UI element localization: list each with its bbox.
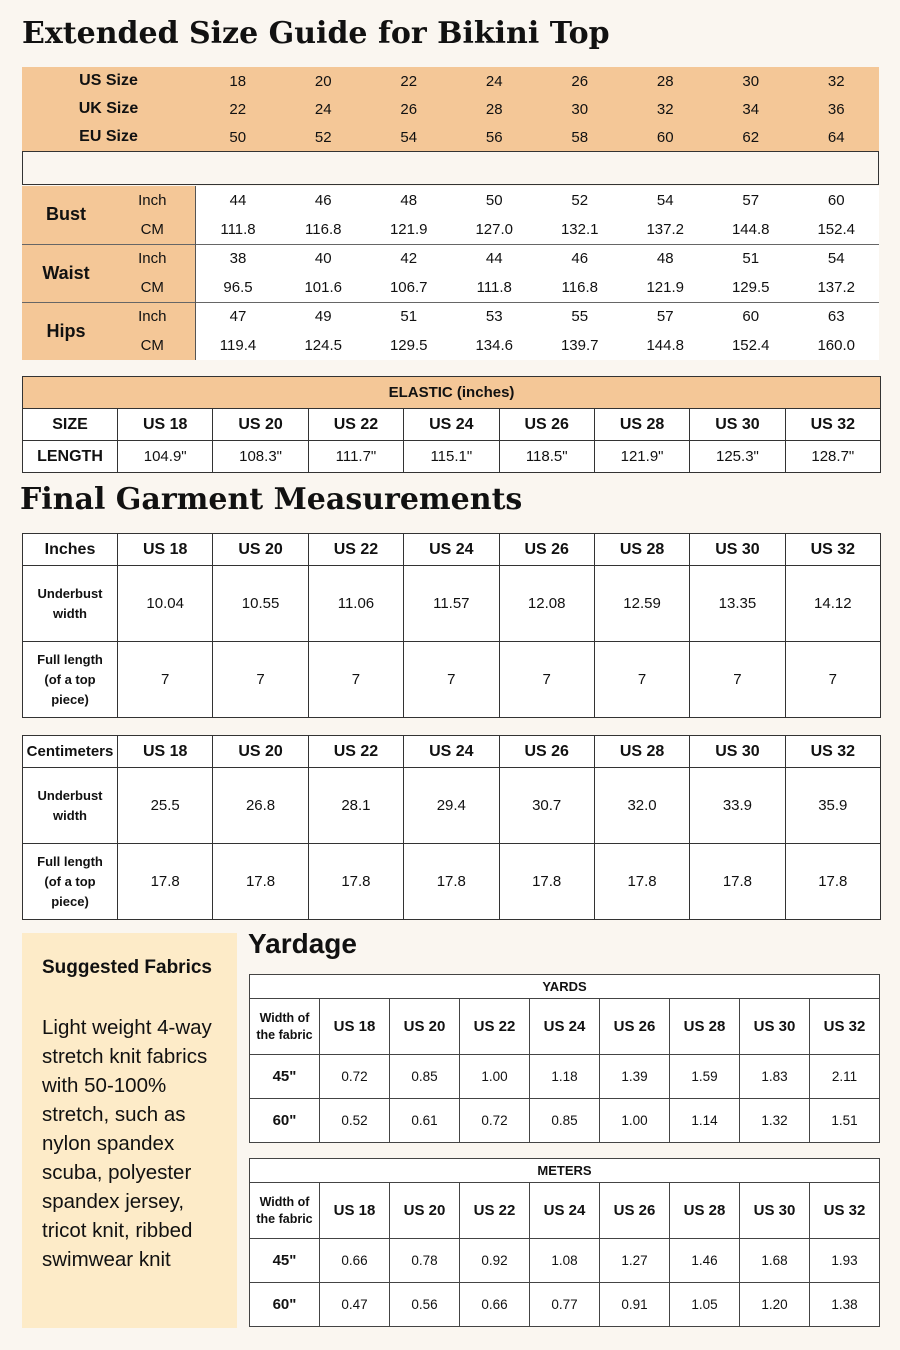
table-row bbox=[23, 768, 881, 844]
table-cell: 17.8 bbox=[594, 844, 689, 920]
table-cell: 1.18 bbox=[530, 1055, 600, 1099]
table-cell: 12.08 bbox=[499, 566, 594, 642]
row-label: SIZE bbox=[23, 409, 118, 441]
table-cell: 17.8 bbox=[118, 844, 213, 920]
measurement-name: Waist bbox=[22, 244, 110, 302]
table-cell: 1.46 bbox=[670, 1239, 740, 1283]
table-cell: 104.9" bbox=[118, 441, 213, 473]
table-row bbox=[22, 215, 879, 244]
column-header: US 32 bbox=[810, 1183, 880, 1239]
table-cell: 60 bbox=[708, 302, 794, 331]
garment-inches-table bbox=[22, 533, 881, 718]
yardage-yards-table bbox=[249, 974, 880, 1143]
row-label: Full length (of a top piece) bbox=[23, 844, 118, 920]
table-cell: 124.5 bbox=[281, 331, 367, 360]
table-cell: 25.5 bbox=[118, 768, 213, 844]
table-row bbox=[23, 534, 881, 566]
table-row bbox=[22, 95, 879, 123]
unit-label: CM bbox=[110, 273, 195, 302]
table-cell: 46 bbox=[281, 186, 367, 215]
column-header: US 28 bbox=[594, 736, 689, 768]
table-cell: 34 bbox=[742, 100, 760, 118]
row-label: 45" bbox=[250, 1055, 320, 1099]
yardage-title: Yardage bbox=[248, 928, 357, 959]
row-label: Full length (of a top piece) bbox=[23, 642, 118, 718]
fabrics-title: Suggested Fabrics bbox=[42, 957, 212, 978]
column-header: US 30 bbox=[690, 409, 785, 441]
table-row bbox=[22, 67, 879, 95]
table-cell: 119.4 bbox=[195, 331, 281, 360]
row-label: Width of the fabric bbox=[250, 999, 320, 1055]
table-cell: 64 bbox=[827, 128, 845, 146]
table-cell: 56 bbox=[485, 128, 503, 146]
table-row bbox=[250, 1283, 880, 1327]
table-cell: 10.55 bbox=[213, 566, 308, 642]
column-header: US 18 bbox=[320, 1183, 390, 1239]
table-row bbox=[23, 844, 881, 920]
table-cell: 1.14 bbox=[670, 1099, 740, 1143]
column-header: US 22 bbox=[308, 534, 403, 566]
column-header: US 18 bbox=[320, 999, 390, 1055]
table-cell: 18 bbox=[229, 72, 247, 90]
fabrics-description: Light weight 4-way stretch knit fabrics with 50-100% stretch, such as nylon spandex scuba, polyester spandex jersey, tricot knit, ribbed swimwear knit bbox=[42, 1016, 212, 1271]
column-header: US 32 bbox=[785, 409, 880, 441]
row-label: EU Size bbox=[79, 128, 138, 145]
table-cell: 1.08 bbox=[530, 1239, 600, 1283]
table-cell: 60 bbox=[794, 186, 880, 215]
table-row bbox=[23, 736, 881, 768]
table-cell: 24 bbox=[485, 72, 503, 90]
table-cell: 55 bbox=[537, 302, 623, 331]
table-cell: 152.4 bbox=[794, 215, 880, 244]
table-row bbox=[22, 302, 879, 331]
table-cell: 35.9 bbox=[785, 768, 880, 844]
table-row bbox=[22, 331, 879, 360]
table-cell: 0.72 bbox=[320, 1055, 390, 1099]
table-cell: 63 bbox=[794, 302, 880, 331]
table-cell: 40 bbox=[281, 244, 367, 273]
table-cell: 17.8 bbox=[213, 844, 308, 920]
table-cell: 121.9" bbox=[594, 441, 689, 473]
table-cell: 101.6 bbox=[281, 273, 367, 302]
column-header: US 22 bbox=[460, 999, 530, 1055]
table-cell: 128.7" bbox=[785, 441, 880, 473]
table-cell: 33.9 bbox=[690, 768, 785, 844]
table-cell: 17.8 bbox=[499, 844, 594, 920]
table-cell: 32.0 bbox=[594, 768, 689, 844]
row-label: Underbust width bbox=[23, 768, 118, 844]
table-cell: 49 bbox=[281, 302, 367, 331]
elastic-table bbox=[22, 376, 881, 473]
column-header: US 18 bbox=[118, 736, 213, 768]
table-cell: 54 bbox=[794, 244, 880, 273]
table-cell: 44 bbox=[195, 186, 281, 215]
column-header: US 28 bbox=[594, 534, 689, 566]
table-cell: 7 bbox=[213, 642, 308, 718]
column-header: US 30 bbox=[690, 736, 785, 768]
table-cell: 121.9 bbox=[366, 215, 452, 244]
column-header: US 24 bbox=[404, 736, 499, 768]
table-cell: 132.1 bbox=[537, 215, 623, 244]
table-cell: 0.77 bbox=[530, 1283, 600, 1327]
section-title: Final Garment Measurements bbox=[20, 482, 523, 517]
page-title: Extended Size Guide for Bikini Top bbox=[22, 16, 610, 51]
column-header: US 24 bbox=[530, 999, 600, 1055]
table-cell: 38 bbox=[195, 244, 281, 273]
table-cell: 137.2 bbox=[794, 273, 880, 302]
table-row bbox=[23, 409, 881, 441]
table-cell: 1.00 bbox=[460, 1055, 530, 1099]
column-header: US 20 bbox=[213, 534, 308, 566]
suggested-fabrics-box bbox=[22, 933, 237, 1328]
table-cell: 22 bbox=[400, 72, 418, 90]
table-cell: 0.85 bbox=[390, 1055, 460, 1099]
table-cell: 51 bbox=[708, 244, 794, 273]
row-label: 60" bbox=[250, 1099, 320, 1143]
table-cell: 54 bbox=[400, 128, 418, 146]
table-cell: 1.39 bbox=[600, 1055, 670, 1099]
table-cell: 50 bbox=[229, 128, 247, 146]
measurement-name: Hips bbox=[22, 302, 110, 360]
table-cell: 129.5 bbox=[366, 331, 452, 360]
unit-label: Inch bbox=[110, 244, 195, 273]
table-cell: 0.52 bbox=[320, 1099, 390, 1143]
column-header: US 22 bbox=[308, 409, 403, 441]
row-label: US Size bbox=[79, 72, 138, 89]
table-cell: 106.7 bbox=[366, 273, 452, 302]
table-cell: 52 bbox=[314, 128, 332, 146]
column-header: US 24 bbox=[404, 409, 499, 441]
table-cell: 11.57 bbox=[404, 566, 499, 642]
table-cell: 28.1 bbox=[308, 768, 403, 844]
table-cell: 57 bbox=[708, 186, 794, 215]
table-cell: 1.32 bbox=[740, 1099, 810, 1143]
table-cell: 50 bbox=[452, 186, 538, 215]
column-header: US 18 bbox=[118, 534, 213, 566]
measurement-name: Bust bbox=[22, 186, 110, 244]
column-header: US 30 bbox=[740, 999, 810, 1055]
table-cell: 111.8 bbox=[195, 215, 281, 244]
body-measurements-table bbox=[22, 186, 879, 360]
table-cell: 160.0 bbox=[794, 331, 880, 360]
table-cell: 51 bbox=[366, 302, 452, 331]
table-cell: 0.72 bbox=[460, 1099, 530, 1143]
unit-label: CM bbox=[110, 331, 195, 360]
table-cell: 7 bbox=[690, 642, 785, 718]
column-header: US 22 bbox=[460, 1183, 530, 1239]
table-cell: 1.05 bbox=[670, 1283, 740, 1327]
row-label: UK Size bbox=[78, 100, 139, 117]
table-cell: 2.11 bbox=[810, 1055, 880, 1099]
table-row bbox=[22, 273, 879, 302]
table-cell: 20 bbox=[314, 72, 332, 90]
table-cell: 125.3" bbox=[690, 441, 785, 473]
table-cell: 0.78 bbox=[390, 1239, 460, 1283]
table-row bbox=[250, 1055, 880, 1099]
column-header: US 32 bbox=[810, 999, 880, 1055]
table-cell: 116.8 bbox=[537, 273, 623, 302]
table-cell: 17.8 bbox=[785, 844, 880, 920]
unit-label: CM bbox=[110, 215, 195, 244]
table-cell: 1.20 bbox=[740, 1283, 810, 1327]
unit-header: Centimeters bbox=[23, 736, 118, 768]
table-cell: 144.8 bbox=[623, 331, 709, 360]
column-header: US 24 bbox=[530, 1183, 600, 1239]
table-cell: 111.8 bbox=[452, 273, 538, 302]
column-header: US 30 bbox=[690, 534, 785, 566]
unit-label: Inch bbox=[110, 302, 195, 331]
table-cell: 36 bbox=[827, 100, 845, 118]
row-label: 45" bbox=[250, 1239, 320, 1283]
table-cell: 29.4 bbox=[404, 768, 499, 844]
column-header: US 22 bbox=[308, 736, 403, 768]
table-cell: 1.68 bbox=[740, 1239, 810, 1283]
table-cell: 0.91 bbox=[600, 1283, 670, 1327]
table-cell: 53 bbox=[452, 302, 538, 331]
table-row bbox=[23, 377, 881, 409]
table-cell: 32 bbox=[656, 100, 674, 118]
column-header: US 26 bbox=[600, 999, 670, 1055]
table-cell: 60 bbox=[656, 128, 674, 146]
column-header: US 32 bbox=[785, 534, 880, 566]
table-cell: 144.8 bbox=[708, 215, 794, 244]
table-cell: 12.59 bbox=[594, 566, 689, 642]
table-cell: 22 bbox=[229, 100, 247, 118]
table-row bbox=[250, 1159, 880, 1183]
table-cell: 30 bbox=[571, 100, 589, 118]
column-header: US 20 bbox=[213, 736, 308, 768]
size-conversion-table bbox=[22, 67, 879, 151]
table-cell: 115.1" bbox=[404, 441, 499, 473]
table-cell: 62 bbox=[742, 128, 760, 146]
unit-label: Inch bbox=[110, 186, 195, 215]
column-header: US 26 bbox=[499, 736, 594, 768]
table-cell: 0.92 bbox=[460, 1239, 530, 1283]
table-cell: 48 bbox=[623, 244, 709, 273]
table-cell: 0.66 bbox=[460, 1283, 530, 1327]
table-cell: 96.5 bbox=[195, 273, 281, 302]
table-cell: 152.4 bbox=[708, 331, 794, 360]
column-header: US 32 bbox=[785, 736, 880, 768]
table-cell: 24 bbox=[314, 100, 332, 118]
table-cell: 28 bbox=[656, 72, 674, 90]
table-cell: 1.27 bbox=[600, 1239, 670, 1283]
table-cell: 1.00 bbox=[600, 1099, 670, 1143]
table-cell: 137.2 bbox=[623, 215, 709, 244]
table-cell: 17.8 bbox=[690, 844, 785, 920]
table-row bbox=[250, 1239, 880, 1283]
table-row bbox=[250, 1099, 880, 1143]
column-header: US 20 bbox=[213, 409, 308, 441]
table-cell: 7 bbox=[308, 642, 403, 718]
table-cell: 7 bbox=[118, 642, 213, 718]
table-cell: 0.47 bbox=[320, 1283, 390, 1327]
table-cell: 116.8 bbox=[281, 215, 367, 244]
table-cell: 127.0 bbox=[452, 215, 538, 244]
table-cell: 121.9 bbox=[623, 273, 709, 302]
yardage-meters-table bbox=[249, 1158, 880, 1327]
table-cell: 111.7" bbox=[308, 441, 403, 473]
table-cell: 44 bbox=[452, 244, 538, 273]
table-row bbox=[23, 441, 881, 473]
garment-cm-table bbox=[22, 735, 881, 920]
table-cell: 7 bbox=[594, 642, 689, 718]
column-header: US 30 bbox=[740, 1183, 810, 1239]
table-cell: 118.5" bbox=[499, 441, 594, 473]
table-cell: 0.85 bbox=[530, 1099, 600, 1143]
table-cell: 11.06 bbox=[308, 566, 403, 642]
table-cell: 7 bbox=[785, 642, 880, 718]
column-header: US 26 bbox=[600, 1183, 670, 1239]
table-row bbox=[250, 999, 880, 1055]
table-row bbox=[23, 642, 881, 718]
table-cell: 48 bbox=[366, 186, 452, 215]
table-cell: 10.04 bbox=[118, 566, 213, 642]
table-cell: 1.93 bbox=[810, 1239, 880, 1283]
table-cell: 52 bbox=[537, 186, 623, 215]
table-cell: 139.7 bbox=[537, 331, 623, 360]
table-cell: 26 bbox=[571, 72, 589, 90]
table-cell: 47 bbox=[195, 302, 281, 331]
column-header: US 28 bbox=[670, 1183, 740, 1239]
table-cell: 1.59 bbox=[670, 1055, 740, 1099]
elastic-heading: ELASTIC (inches) bbox=[23, 377, 881, 409]
table-cell: 28 bbox=[485, 100, 503, 118]
table-cell: 17.8 bbox=[308, 844, 403, 920]
table-cell: 26.8 bbox=[213, 768, 308, 844]
column-header: US 20 bbox=[390, 999, 460, 1055]
table-cell: 7 bbox=[499, 642, 594, 718]
table-cell: 57 bbox=[623, 302, 709, 331]
table-cell: 1.51 bbox=[810, 1099, 880, 1143]
table-cell: 1.83 bbox=[740, 1055, 810, 1099]
table-cell: 129.5 bbox=[708, 273, 794, 302]
table-cell: 26 bbox=[400, 100, 418, 118]
table-cell: 7 bbox=[404, 642, 499, 718]
table-cell: 14.12 bbox=[785, 566, 880, 642]
table-row bbox=[22, 244, 879, 273]
table-cell: 1.38 bbox=[810, 1283, 880, 1327]
table-row bbox=[23, 566, 881, 642]
table-cell: 0.61 bbox=[390, 1099, 460, 1143]
table-cell: 30.7 bbox=[499, 768, 594, 844]
table-cell: 13.35 bbox=[690, 566, 785, 642]
table-caption: METERS bbox=[250, 1159, 880, 1183]
unit-header: Inches bbox=[23, 534, 118, 566]
table-row bbox=[22, 186, 879, 215]
divider-box bbox=[22, 151, 879, 185]
table-row bbox=[250, 975, 880, 999]
row-label: Underbust width bbox=[23, 566, 118, 642]
table-row bbox=[22, 123, 879, 151]
table-cell: 30 bbox=[742, 72, 760, 90]
column-header: US 28 bbox=[670, 999, 740, 1055]
table-cell: 134.6 bbox=[452, 331, 538, 360]
table-cell: 17.8 bbox=[404, 844, 499, 920]
row-label: 60" bbox=[250, 1283, 320, 1327]
table-caption: YARDS bbox=[250, 975, 880, 999]
table-cell: 42 bbox=[366, 244, 452, 273]
column-header: US 26 bbox=[499, 409, 594, 441]
table-cell: 0.66 bbox=[320, 1239, 390, 1283]
table-cell: 54 bbox=[623, 186, 709, 215]
column-header: US 28 bbox=[594, 409, 689, 441]
column-header: US 18 bbox=[118, 409, 213, 441]
row-label: LENGTH bbox=[23, 441, 118, 473]
table-cell: 46 bbox=[537, 244, 623, 273]
table-row bbox=[250, 1183, 880, 1239]
column-header: US 20 bbox=[390, 1183, 460, 1239]
column-header: US 24 bbox=[404, 534, 499, 566]
table-cell: 32 bbox=[827, 72, 845, 90]
column-header: US 26 bbox=[499, 534, 594, 566]
table-cell: 0.56 bbox=[390, 1283, 460, 1327]
table-cell: 108.3" bbox=[213, 441, 308, 473]
row-label: Width of the fabric bbox=[250, 1183, 320, 1239]
table-cell: 58 bbox=[571, 128, 589, 146]
